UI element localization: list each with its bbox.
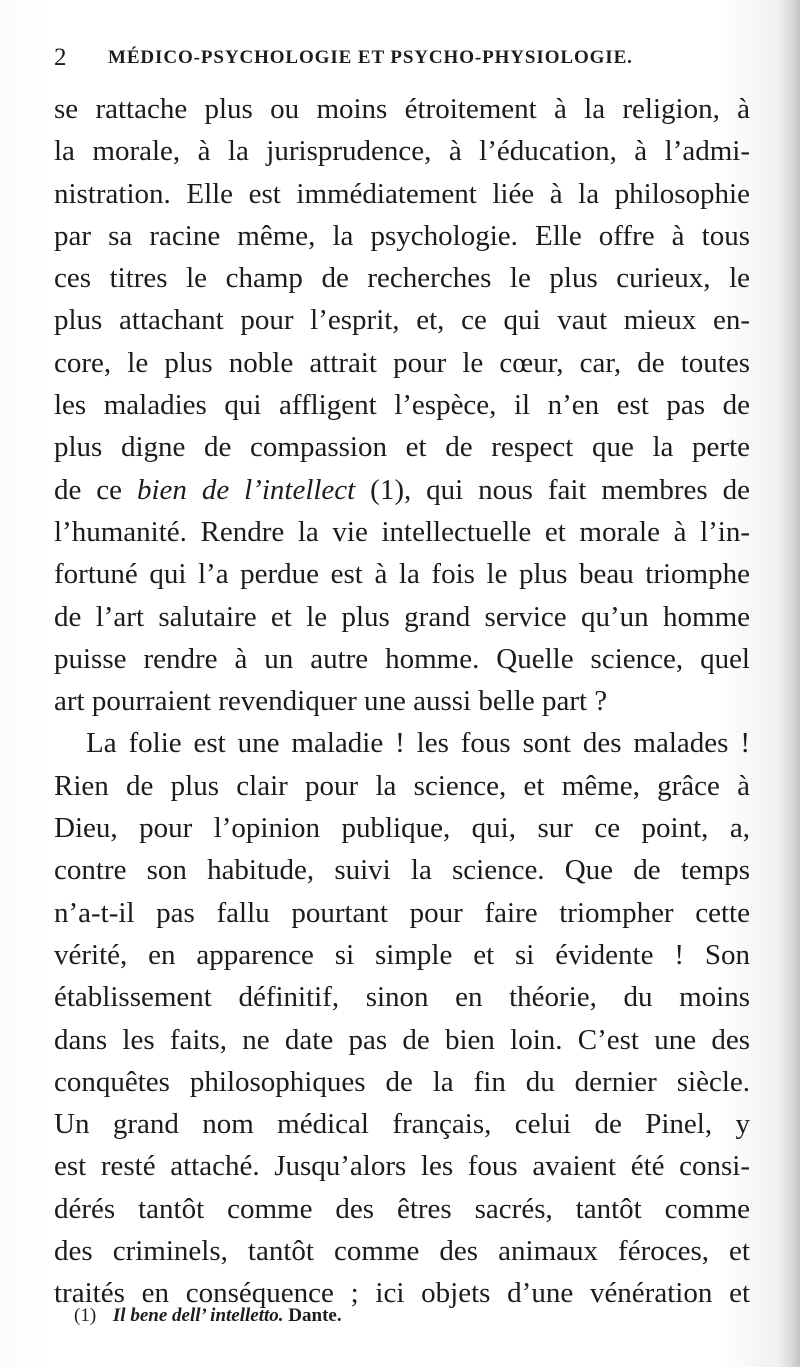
text-line: n’a-t-il pas fallu pourtant pour faire triompher cette xyxy=(54,896,750,929)
text-line: de l’art salutaire et le plus grand service qu’un homme xyxy=(54,600,750,633)
text-line: établissement définitif, sinon en théorie, du moins xyxy=(54,981,750,1014)
text-line: vérité, en apparence si simple et si évidente ! Son xyxy=(54,938,750,971)
text-line: est resté attaché. Jusqu’alors les fous avaient été consi- xyxy=(54,1150,750,1183)
text-line: les maladies qui affligent l’espèce, il n’en est pas de xyxy=(54,389,750,422)
page-number: 2 xyxy=(54,44,68,71)
text-line: fortuné qui l’a perdue est à la fois le plus beau triomphe xyxy=(54,558,750,591)
text-line: ces titres le champ de recherches le plus curieux, le xyxy=(54,262,750,295)
text-line: puisse rendre à un autre homme. Quelle science, quel xyxy=(54,642,750,675)
paragraph-first-line: La folie est une maladie ! les fous sont des malades ! xyxy=(86,727,750,760)
text-line: la morale, à la jurisprudence, à l’éducation, à l’admi- xyxy=(54,135,750,168)
italic-phrase: bien de l’intellect xyxy=(136,473,356,506)
running-title: MÉDICO-PSYCHOLOGIE ET PSYCHO-PHYSIOLOGIE. xyxy=(108,47,633,68)
footnote-marker: (1) xyxy=(74,1305,97,1326)
text-line: plus attachant pour l’esprit, et, ce qui vaut mieux en- xyxy=(54,304,750,337)
text-line: dans les faits, ne date pas de bien loin. C’est une des xyxy=(54,1023,750,1056)
text-line: contre son habitude, suivi la science. Que de temps xyxy=(54,854,750,887)
running-head xyxy=(54,44,744,74)
text-line: l’humanité. Rendre la vie intellectuelle et morale à l’in- xyxy=(54,515,750,548)
text-line: nistration. Elle est immédiatement liée à la philosophie xyxy=(54,177,750,210)
text-line: art pourraient revendiquer une aussi belle part ? xyxy=(54,685,608,718)
text-line: dérés tantôt comme des êtres sacrés, tantôt comme xyxy=(54,1192,750,1225)
text-line: Dieu, pour l’opinion publique, qui, sur ce point, a, xyxy=(54,812,750,845)
text-line: Rien de plus clair pour la science, et même, grâce à xyxy=(54,769,750,802)
text-line: se rattache plus ou moins étroitement à la religion, à xyxy=(54,93,750,125)
text-line: Un grand nom médical français, celui de Pinel, y xyxy=(54,1108,750,1141)
footnote-author: Dante. xyxy=(288,1305,342,1326)
text-line-with-italic xyxy=(54,469,750,511)
text-line: plus digne de compassion et de respect que la perte xyxy=(54,431,750,464)
text-line: par sa racine même, la psychologie. Elle offre à tous xyxy=(54,219,750,252)
body-text xyxy=(54,88,750,1315)
text-line: conquêtes philosophiques de la fin du dernier siècle. xyxy=(54,1065,750,1098)
text-line: core, le plus noble attrait pour le cœur, car, de toutes xyxy=(54,346,750,379)
footnote-quote: Il bene dell’ intelletto. xyxy=(112,1305,284,1326)
text-line: traités en conséquence ; ici objets d’une vénération et xyxy=(54,1277,750,1310)
text-line: des criminels, tantôt comme des animaux féroces, et xyxy=(54,1235,750,1268)
line-text: de ce xyxy=(54,473,137,506)
line-text: (1), qui nous fait membres de xyxy=(355,473,750,506)
page-edge-shadow xyxy=(778,0,800,1367)
footnote xyxy=(74,1305,342,1327)
